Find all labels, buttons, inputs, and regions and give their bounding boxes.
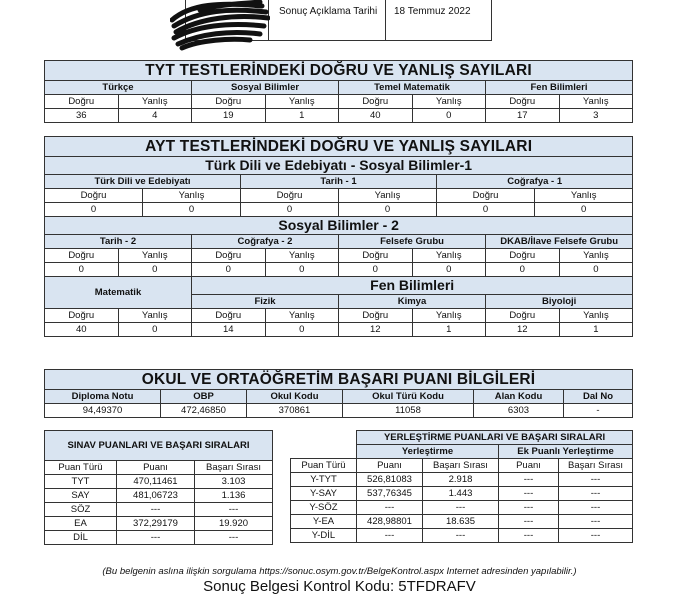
yer-type: Y-SAY	[291, 487, 357, 501]
ayt-yanlis-header: Yanlış	[339, 189, 437, 203]
ayt-subject-felsefe: Felsefe Grubu	[339, 235, 486, 249]
yer-rank: 1.443	[423, 487, 499, 501]
result-date-label: Sonuç Açıklama Tarihi	[279, 6, 378, 17]
tyt-value: 36	[45, 109, 119, 123]
yer-rank: ---	[423, 529, 499, 543]
ayt-section1-title: Türk Dili ve Edebiyatı - Sosyal Bilimler-1	[45, 157, 633, 175]
okul-value: 94,49370	[45, 404, 161, 418]
tyt-value: 1	[265, 109, 339, 123]
ayt-value: 0	[412, 263, 486, 277]
ayt-value: 14	[192, 323, 266, 337]
ayt-value: 0	[535, 203, 633, 217]
yer-corner	[291, 431, 357, 459]
ayt-dogru-header: Doğru	[45, 249, 119, 263]
ayt-dogru-header: Doğru	[241, 189, 339, 203]
tyt-subject-turkce: Türkçe	[45, 81, 192, 95]
okul-table	[44, 369, 633, 418]
yer-type: Y-DİL	[291, 529, 357, 543]
result-date-value: 18 Temmuz 2022	[394, 6, 471, 17]
ayt-value: 1	[412, 323, 486, 337]
ayt-value: 0	[45, 203, 143, 217]
sinav-header: Puan Türü	[45, 461, 117, 475]
ayt-value: 0	[118, 323, 192, 337]
yer-ek-score: ---	[499, 487, 559, 501]
sinav-header: Başarı Sırası	[195, 461, 273, 475]
tyt-value: 3	[559, 109, 633, 123]
tyt-value: 0	[412, 109, 486, 123]
yer-header: Başarı Sırası	[559, 459, 633, 473]
okul-value: 11058	[343, 404, 474, 418]
yer-sub-yerlestirme: Yerleştirme	[357, 445, 499, 459]
yer-ek-rank: ---	[559, 473, 633, 487]
okul-title: OKUL VE ORTAÖĞRETİM BAŞARI PUANI BİLGİLERİ	[45, 370, 633, 390]
yer-ek-rank: ---	[559, 515, 633, 529]
tyt-value: 4	[118, 109, 192, 123]
ayt-value: 0	[241, 203, 339, 217]
ayt-value: 0	[265, 263, 339, 277]
ayt-subject-kimya: Kimya	[339, 295, 486, 309]
ayt-yanlis-header: Yanlış	[559, 309, 633, 323]
tyt-dogru-header: Doğru	[192, 95, 266, 109]
sinav-rank: ---	[195, 531, 273, 545]
sinav-type: DİL	[45, 531, 117, 545]
ayt-value: 12	[486, 323, 560, 337]
sinav-header: Puanı	[117, 461, 195, 475]
okul-header: Alan Kodu	[474, 390, 564, 404]
yer-ek-rank: ---	[559, 529, 633, 543]
sinav-score: 481,06723	[117, 489, 195, 503]
tyt-table	[44, 60, 633, 123]
ayt-dogru-header: Doğru	[45, 189, 143, 203]
yer-score: 537,76345	[357, 487, 423, 501]
ayt-yanlis-header: Yanlış	[412, 249, 486, 263]
ayt-section3-title: Fen Bilimleri	[192, 277, 633, 295]
ayt-section2-title: Sosyal Bilimler - 2	[45, 217, 633, 235]
yer-rank: 2.918	[423, 473, 499, 487]
okul-value: 6303	[474, 404, 564, 418]
yer-ek-score: ---	[499, 473, 559, 487]
yer-type: Y-EA	[291, 515, 357, 529]
okul-value: -	[564, 404, 633, 418]
ayt-yanlis-header: Yanlış	[143, 189, 241, 203]
ayt-table	[44, 136, 633, 337]
ayt-yanlis-header: Yanlış	[535, 189, 633, 203]
okul-value: 472,46850	[161, 404, 247, 418]
yer-header: Puanı	[357, 459, 423, 473]
tyt-yanlis-header: Yanlış	[412, 95, 486, 109]
yer-rank: ---	[423, 501, 499, 515]
sinav-title: SINAV PUANLARI VE BAŞARI SIRALARI	[45, 431, 273, 461]
sinav-type: EA	[45, 517, 117, 531]
ayt-dogru-header: Doğru	[192, 309, 266, 323]
ayt-yanlis-header: Yanlış	[265, 249, 339, 263]
ayt-value: 0	[265, 323, 339, 337]
ayt-value: 40	[45, 323, 119, 337]
ayt-value: 1	[559, 323, 633, 337]
yer-score: 526,81083	[357, 473, 423, 487]
sinav-type: TYT	[45, 475, 117, 489]
ayt-value: 0	[45, 263, 119, 277]
yer-title: YERLEŞTİRME PUANLARI VE BAŞARI SIRALARI	[357, 431, 633, 445]
ayt-dogru-header: Doğru	[339, 309, 413, 323]
tyt-dogru-header: Doğru	[486, 95, 560, 109]
yer-ek-score: ---	[499, 515, 559, 529]
tyt-yanlis-header: Yanlış	[265, 95, 339, 109]
control-code: Sonuç Belgesi Kontrol Kodu: 5TFDRAFV	[203, 578, 476, 595]
tyt-title: TYT TESTLERİNDEKİ DOĞRU VE YANLIŞ SAYILARI	[45, 61, 633, 81]
ayt-yanlis-header: Yanlış	[265, 309, 339, 323]
sinav-rank: ---	[195, 503, 273, 517]
tyt-value: 17	[486, 109, 560, 123]
ayt-value: 0	[437, 203, 535, 217]
yer-header: Puan Türü	[291, 459, 357, 473]
ayt-dogru-header: Doğru	[45, 309, 119, 323]
sinav-type: SAY	[45, 489, 117, 503]
ayt-dogru-header: Doğru	[339, 249, 413, 263]
ayt-subject-dkab: DKAB/İlave Felsefe Grubu	[486, 235, 633, 249]
tyt-subject-fen: Fen Bilimleri	[486, 81, 633, 95]
ayt-value: 0	[143, 203, 241, 217]
sinav-rank: 1.136	[195, 489, 273, 503]
ayt-subject-tarih1: Tarih - 1	[241, 175, 437, 189]
yer-header: Puanı	[499, 459, 559, 473]
sinav-rank: 3.103	[195, 475, 273, 489]
okul-header: Okul Türü Kodu	[343, 390, 474, 404]
yer-ek-rank: ---	[559, 501, 633, 515]
okul-header: Diploma Notu	[45, 390, 161, 404]
ayt-yanlis-header: Yanlış	[559, 249, 633, 263]
yer-ek-rank: ---	[559, 487, 633, 501]
ayt-value: 0	[486, 263, 560, 277]
ayt-value: 0	[118, 263, 192, 277]
yer-score: 428,98801	[357, 515, 423, 529]
tyt-value: 40	[339, 109, 413, 123]
ayt-yanlis-header: Yanlış	[412, 309, 486, 323]
tyt-yanlis-header: Yanlış	[118, 95, 192, 109]
sinav-score: 372,29179	[117, 517, 195, 531]
tyt-dogru-header: Doğru	[45, 95, 119, 109]
tyt-dogru-header: Doğru	[339, 95, 413, 109]
ayt-subject-edebiyat: Türk Dili ve Edebiyatı	[45, 175, 241, 189]
ayt-dogru-header: Doğru	[437, 189, 535, 203]
ayt-subject-cografya1: Coğrafya - 1	[437, 175, 633, 189]
yer-type: Y-TYT	[291, 473, 357, 487]
sinav-table	[44, 430, 273, 545]
ayt-value: 0	[339, 263, 413, 277]
ayt-subject-tarih2: Tarih - 2	[45, 235, 192, 249]
yer-ek-score: ---	[499, 529, 559, 543]
ayt-dogru-header: Doğru	[486, 309, 560, 323]
ayt-dogru-header: Doğru	[192, 249, 266, 263]
yer-ek-score: ---	[499, 501, 559, 515]
okul-value: 370861	[247, 404, 343, 418]
sinav-score: ---	[117, 503, 195, 517]
footer-note: (Bu belgenin aslına ilişkin sorgulama https://sonuc.osym.gov.tr/BelgeKontrol.aspx Internet adresinden yapılabilir.)	[102, 566, 577, 577]
ayt-dogru-header: Doğru	[486, 249, 560, 263]
okul-header: Okul Kodu	[247, 390, 343, 404]
ayt-subject-cografya2: Coğrafya - 2	[192, 235, 339, 249]
yer-sub-ek-puanli: Ek Puanlı Yerleştirme	[499, 445, 633, 459]
sinav-type: SÖZ	[45, 503, 117, 517]
ayt-value: 12	[339, 323, 413, 337]
ayt-title: AYT TESTLERİNDEKİ DOĞRU VE YANLIŞ SAYILARI	[45, 137, 633, 157]
ayt-subject-fizik: Fizik	[192, 295, 339, 309]
date-label-cell	[268, 0, 386, 40]
ayt-yanlis-header: Yanlış	[118, 249, 192, 263]
ayt-subject-biyoloji: Biyoloji	[486, 295, 633, 309]
redaction-scribble	[170, 0, 270, 52]
okul-header: OBP	[161, 390, 247, 404]
yer-score: ---	[357, 501, 423, 515]
yerlestirme-table	[290, 430, 633, 543]
yer-rank: 18.635	[423, 515, 499, 529]
ayt-value: 0	[559, 263, 633, 277]
tyt-yanlis-header: Yanlış	[559, 95, 633, 109]
ayt-value: 0	[339, 203, 437, 217]
sinav-rank: 19.920	[195, 517, 273, 531]
tyt-subject-sosyal: Sosyal Bilimler	[192, 81, 339, 95]
ayt-value: 0	[192, 263, 266, 277]
yer-score: ---	[357, 529, 423, 543]
tyt-value: 19	[192, 109, 266, 123]
tyt-subject-matematik: Temel Matematik	[339, 81, 486, 95]
ayt-yanlis-header: Yanlış	[118, 309, 192, 323]
yer-type: Y-SÖZ	[291, 501, 357, 515]
sinav-score: ---	[117, 531, 195, 545]
sinav-score: 470,11461	[117, 475, 195, 489]
yer-header: Başarı Sırası	[423, 459, 499, 473]
okul-header: Dal No	[564, 390, 633, 404]
ayt-subject-matematik: Matematik	[45, 277, 192, 309]
